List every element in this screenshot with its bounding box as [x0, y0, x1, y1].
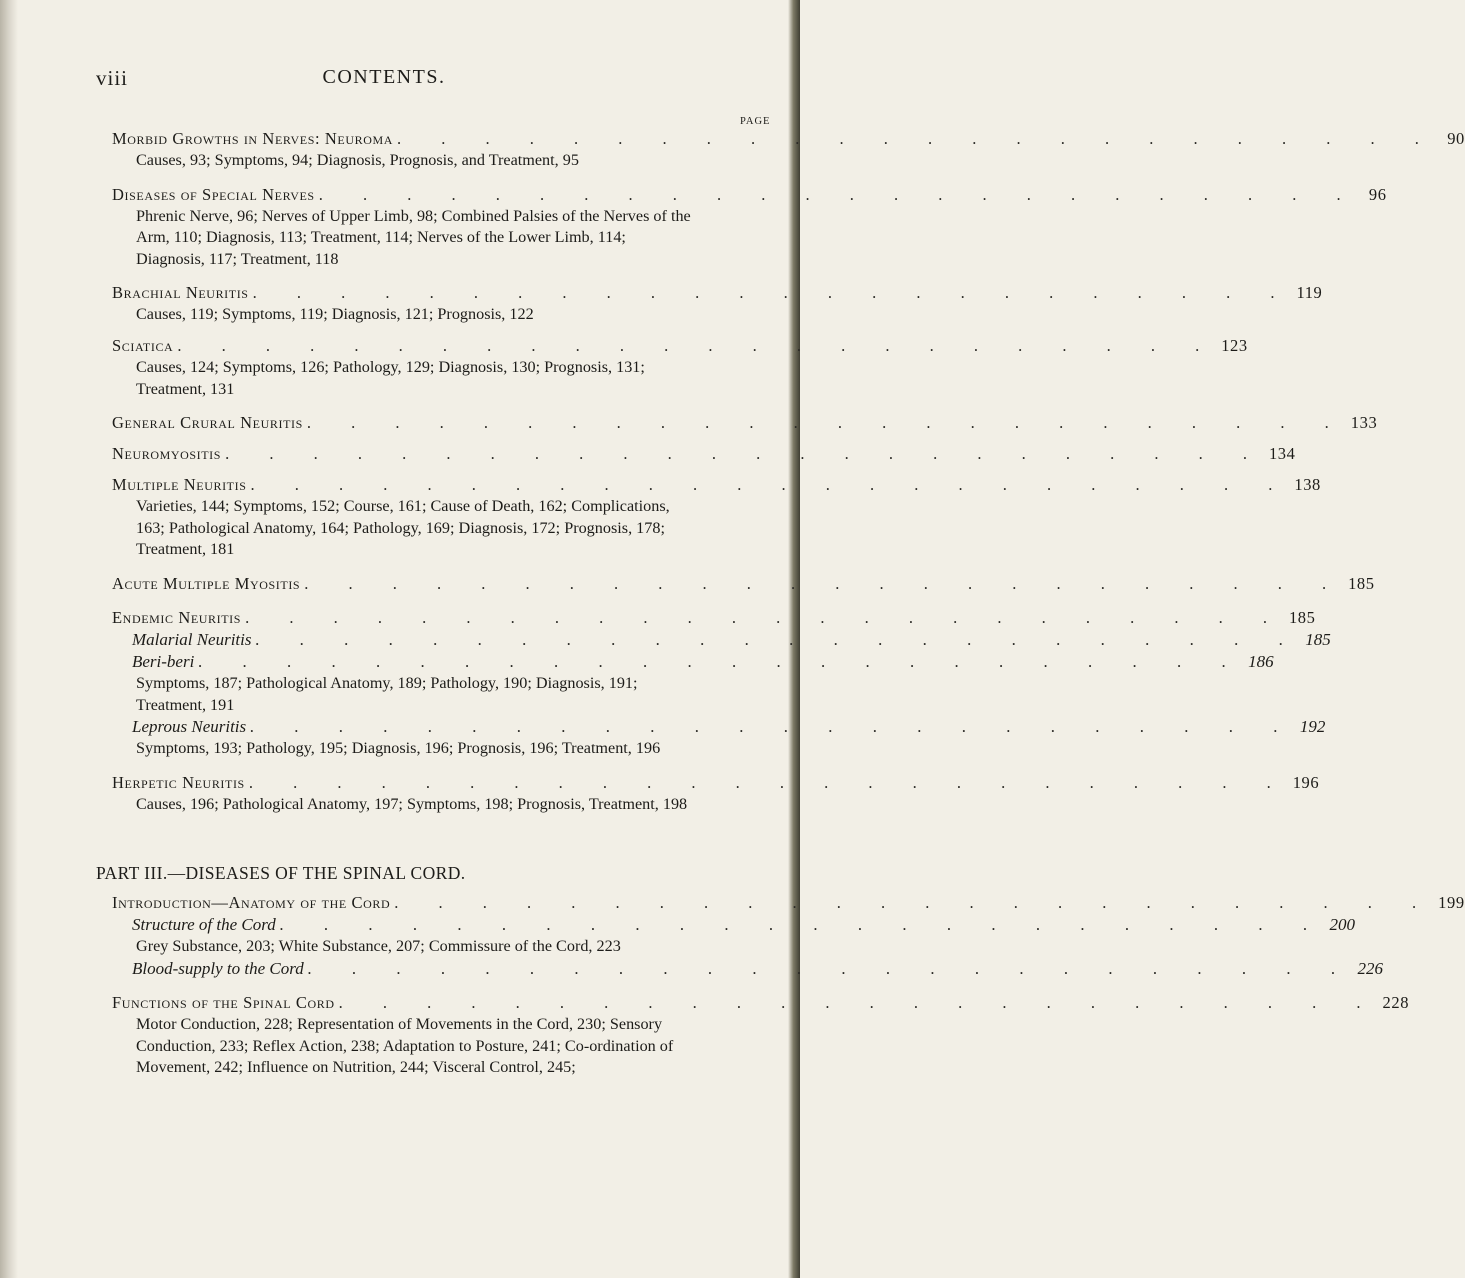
part-heading: PART III.—DISEASES OF THE SPINAL CORD. [96, 863, 466, 884]
entry-page: 138 [1294, 475, 1321, 495]
entry-details: Causes, 124; Symptoms, 126; Pathology, 129; Diagnosis, 130; Prognosis, 131; Treatment, 131 [136, 357, 645, 398]
leader-dots: . . . . . . . . . . . . . . . . . . . . . . . . [394, 893, 1435, 913]
entry-details: Grey Substance, 203; White Substance, 207; Commissure of the Cord, 223 [136, 937, 621, 956]
entry-page: 133 [1350, 413, 1378, 433]
toc-entry [112, 282, 1323, 326]
toc-subentry [112, 651, 1274, 716]
leader-dots: . . . . . . . . . . . . . . . . . . . . . . . . [250, 475, 1291, 495]
page-column-label: PAGE [740, 116, 771, 127]
leader-dots: . . . . . . . . . . . . . . . . . . . . . . . . [397, 129, 1437, 148]
leader-dots: . . . . . . . . . . . . . . . . . . . . . . . . [252, 283, 1293, 303]
toc-entry [112, 607, 1316, 629]
page-number: viii [96, 66, 129, 90]
toc-subentry [112, 914, 1355, 958]
toc-subentry [112, 958, 1383, 980]
leader-dots: . . . . . . . . . . . . . . . . . . . . . . . . [304, 573, 1345, 593]
entry-page: 185 [1305, 629, 1331, 649]
toc-entry [112, 992, 1410, 1079]
leader-dots: . . . . . . . . . . . . . . . . . . . . . . . . [198, 651, 1245, 671]
leader-dots: . . . . . . . . . . . . . . . . . . . . . . . . [306, 413, 1347, 433]
entry-page: 192 [1299, 717, 1326, 737]
entry-title: Brachial Neuritis [112, 283, 249, 303]
entry-page: 123 [1221, 335, 1248, 355]
leader-dots: . . . . . . . . . . . . . . . . . . . . . . . . [338, 992, 1379, 1012]
toc-entry [112, 573, 1375, 595]
entry-title: Sciatica [112, 335, 174, 355]
entry-page: 186 [1248, 651, 1274, 671]
toc-entry [112, 335, 1248, 400]
entry-details: Causes, 119; Symptoms, 119; Diagnosis, 121; Prognosis, 122 [136, 305, 534, 324]
entry-page: 185 [1348, 573, 1375, 593]
entry-page: 200 [1329, 915, 1355, 935]
leader-dots: . . . . . . . . . . . . . . . . . . . . . . . . [279, 915, 1326, 935]
entry-details: Phrenic Nerve, 96; Nerves of Upper Limb, 98; Combined Palsies of the Nerves of the Arm, 110; Diagnosis, 113; Treatment, 114; Nerves of the Lower Limb, 114; Diagnosis, 117; Treatment, 118 [136, 206, 691, 268]
leader-dots: . . . . . . . . . . . . . . . . . . . . . . . . [307, 958, 1354, 978]
entry-title: Leprous Neuritis [132, 717, 247, 737]
entry-page: 90 [1447, 129, 1465, 148]
entry-title: Functions of the Spinal Cord [112, 992, 335, 1012]
entry-title: Acute Multiple Myositis [112, 573, 301, 593]
entry-title: Blood-supply to the Cord [132, 958, 304, 978]
entry-details: Varieties, 144; Symptoms, 152; Course, 161; Cause of Death, 162; Complications, 163; Pathological Anatomy, 164; Pathology, 169; Diagnosis, 172; Prognosis, 178; Treatment, 181 [136, 497, 670, 559]
entry-title: Malarial Neuritis [132, 629, 252, 649]
page-header [0, 66, 800, 96]
entry-title: Morbid Growths in Nerves: Neuroma [112, 129, 394, 148]
toc-subentry [112, 716, 1326, 760]
leader-dots: . . . . . . . . . . . . . . . . . . . . . . . . [250, 717, 1296, 737]
entry-details: Symptoms, 187; Pathological Anatomy, 189; Pathology, 190; Diagnosis, 191; Treatment, 191 [136, 673, 638, 714]
running-title: CONTENTS. [322, 66, 446, 88]
toc-subentry [112, 629, 1331, 651]
entry-details: Causes, 196; Pathological Anatomy, 197; Symptoms, 198; Prognosis, Treatment, 198 [136, 794, 688, 813]
entry-title: Introduction—Anatomy of the Cord [112, 893, 391, 913]
toc-entry [112, 128, 1465, 172]
leader-dots: . . . . . . . . . . . . . . . . . . . . . . . . [225, 444, 1265, 464]
entry-title: Neuromyositis [112, 444, 222, 464]
entry-page: 96 [1368, 184, 1387, 204]
entry-page: 134 [1268, 444, 1296, 464]
leader-dots: . . . . . . . . . . . . . . . . . . . . . . . . [255, 629, 1302, 649]
entry-title: Diseases of Special Nerves [112, 184, 315, 204]
toc-entry [112, 443, 1296, 465]
entry-page: 185 [1288, 607, 1316, 627]
toc-entry [112, 772, 1320, 816]
leader-dots: . . . . . . . . . . . . . . . . . . . . . . . . [177, 335, 1218, 355]
leader-dots: . . . . . . . . . . . . . . . . . . . . . . . . [248, 772, 1289, 792]
entry-page: 199 [1438, 893, 1465, 913]
entry-title: Beri-beri [132, 651, 195, 671]
leader-dots: . . . . . . . . . . . . . . . . . . . . . . . . [245, 607, 1285, 627]
table-of-contents [0, 128, 1465, 1079]
toc-entry [112, 412, 1378, 434]
toc-entry [112, 474, 1321, 561]
entry-page: 226 [1357, 958, 1383, 978]
leader-dots: . . . . . . . . . . . . . . . . . . . . . . . . [318, 184, 1359, 204]
entry-details: Causes, 93; Symptoms, 94; Diagnosis, Prognosis, and Treatment, 95 [136, 151, 579, 169]
entry-details: Motor Conduction, 228; Representation of Movements in the Cord, 230; Sensory Conduction, 233; Reflex Action, 238; Adaptation to Posture, 241; Co-ordination of Movement, 242; Influence on Nutrition, 244; Visceral Control, 245; [136, 1014, 674, 1077]
toc-entry [112, 184, 1387, 271]
entry-title: Multiple Neuritis [112, 475, 247, 495]
entry-title: Herpetic Neuritis [112, 772, 245, 792]
entry-page: 119 [1296, 283, 1323, 303]
entry-title: General Crural Neuritis [112, 413, 303, 433]
entry-title: Endemic Neuritis [112, 607, 242, 627]
entry-details: Symptoms, 193; Pathology, 195; Diagnosis, 196; Prognosis, 196; Treatment, 196 [136, 739, 661, 758]
entry-page: 196 [1292, 772, 1320, 792]
toc-entry [112, 892, 1465, 914]
entry-page: 228 [1382, 992, 1410, 1012]
entry-title: Structure of the Cord [132, 915, 276, 935]
